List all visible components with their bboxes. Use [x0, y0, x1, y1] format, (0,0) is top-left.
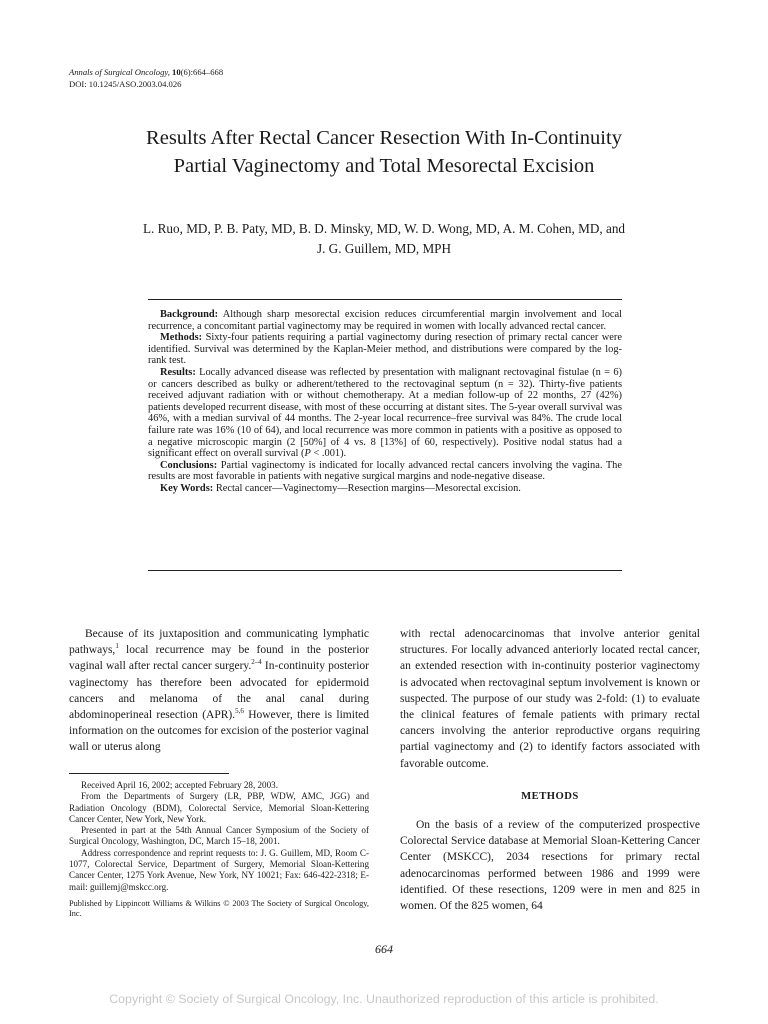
title-line-2: Partial Vaginectomy and Total Mesorectal Excision — [173, 155, 595, 177]
abstract-background — [148, 309, 622, 332]
intro-paragraph — [69, 626, 369, 756]
journal-volume: 10 — [172, 67, 181, 77]
journal-issue-pages: (6):664–668 — [180, 67, 224, 77]
results-text: Locally advanced disease was reflected by presentation with malignant rectovaginal fistulae (n = 6) or cancers described as bulky or adherent/tethered to the rectovaginal septum (n = 32). Thirty-five patients received adjuvant radiation with or without chemotherapy. At a median follow-up of 22 months, 27 (42%) patients developed recurrent disease, with most of these occurring at distant sites. The 5-year overall survival was 46%, with a median survival of 44 months. The 2-year local recurrence–free survival was 84%. The crude local failure rate was 16% (10 of 64), and local recurrence was more common in patients with a positive as opposed to a negative microscopic margin (2 [50%] of 4 vs. 8 [13%] of 60, respectively). Positive nodal status had a significant effect on overall survival ( — [148, 366, 622, 460]
background-text: Although sharp mesorectal excision reduces circumferential margin involvement and local recurrence, a concomitant partial vaginectomy may be required in women with locally advanced rectal cancer. — [148, 309, 622, 332]
results-p-symbol: P — [304, 448, 311, 460]
left-column — [69, 626, 369, 756]
methods-text: Sixty-four patients requiring a partial vaginectomy during resection of primary rectal cancer were identified. Survival was determined by the Kaplan-Meier method, and distributions were compared by the log-rank test. — [148, 332, 622, 367]
authors-line-1: L. Ruo, MD, P. B. Paty, MD, B. D. Minsky, MD, W. D. Wong, MD, A. M. Cohen, MD, and — [142, 221, 626, 236]
right-column — [400, 626, 700, 914]
abstract-top-rule — [148, 299, 622, 300]
abstract-results — [148, 367, 622, 460]
doi: DOI: 10.1245/ASO.2003.04.026 — [69, 79, 182, 89]
methods-paragraph: On the basis of a review of the computerized prospective Colorectal Service database at Memorial Sloan-Kettering Cancer Center (MSKCC), 2034 resections for primary rectal adenocarcinomas performed between 1986 and 1999 were identified. Of these resections, 1209 were in men and 825 in women. Of the 825 women, 64 — [400, 819, 700, 913]
abstract — [148, 309, 622, 495]
intro-text-d: However, there is limited information on the outcomes for excision of the posterior vaginal wall or uterus along — [69, 709, 369, 754]
results-label: Results: — [160, 366, 196, 378]
intro-continuation: with rectal adenocarcinomas that involve anterior genital structures. For locally advanced anteriorly located rectal cancer, an extended resection with in-continuity posterior vaginectomy is advocated when rectovaginal septum involvement is known or suspected. The purpose of our study was 2-fold: (1) to evaluate the clinical features of female patients with primary rectal cancers involving the anterior reproductive organs requiring partial vaginectomy and (2) to identify factors associated with favorable outcome. — [400, 628, 700, 770]
footnote-publisher: Published by Lippincott Williams & Wilkins © 2003 The Society of Surgical Oncology, Inc. — [69, 898, 369, 918]
author-list — [40, 219, 728, 259]
ref-1: 1 — [115, 642, 119, 651]
footnote-presented: Presented in part at the 54th Annual Cancer Symposium of the Society of Surgical Oncology, Washington, DC, March 15–18, 2001. — [69, 825, 369, 847]
footnote-received: Received April 16, 2002; accepted February 28, 2003. — [81, 780, 278, 790]
abstract-conclusions — [148, 460, 622, 483]
abstract-bottom-rule — [148, 570, 622, 571]
copyright-notice: Copyright © Society of Surgical Oncology, Inc. Unauthorized reproduction of this article is prohibited. — [109, 992, 659, 1006]
background-label: Background: — [160, 309, 219, 320]
journal-citation — [69, 66, 223, 90]
footnotes — [69, 780, 369, 919]
footnote-departments: From the Departments of Surgery (LR, PBP, WDW, AMC, JGG) and Radiation Oncology (BDM), Colorectal Service, Memorial Sloan-Kettering Cancer Center, New York, New York. — [69, 791, 369, 824]
results-end: < .001). — [310, 448, 347, 460]
methods-heading: METHODS — [521, 790, 579, 802]
article-title — [40, 124, 728, 180]
conclusions-text: Partial vaginectomy is indicated for locally advanced rectal cancers involving the vagina. The results are most favorable in patients with negative surgical margins and node-negative disease. — [148, 459, 622, 483]
abstract-methods — [148, 332, 622, 367]
keywords-label: Key Words: — [160, 482, 214, 494]
title-line-1: Results After Rectal Cancer Resection With In-Continuity — [146, 127, 622, 149]
ref-5-6: 5,6 — [235, 707, 244, 716]
keywords-text: Rectal cancer—Vaginectomy—Resection margins—Mesorectal excision. — [215, 482, 521, 494]
authors-line-2: J. G. Guillem, MD, MPH — [316, 241, 452, 256]
journal-name: Annals of Surgical Oncology, — [69, 67, 170, 77]
intro-text-b: local recurrence may be found in the posterior vaginal wall after rectal cancer surgery. — [69, 644, 369, 673]
intro-text-a: Because of its juxtaposition and communicating lymphatic pathways, — [69, 628, 369, 657]
conclusions-label: Conclusions: — [160, 459, 218, 471]
page-number: 664 — [375, 942, 393, 956]
methods-label: Methods: — [160, 332, 203, 344]
intro-text-c: In-continuity posterior vaginectomy has therefore been advocated for epidermoid cancers and melanoma of the anal canal during abdominoperineal resection (APR). — [69, 660, 369, 722]
citation-line — [69, 66, 223, 78]
footnote-rule — [69, 773, 229, 774]
ref-2-4: 2–4 — [251, 658, 262, 667]
abstract-keywords — [148, 483, 622, 495]
footnote-address: Address correspondence and reprint requests to: J. G. Guillem, MD, Room C-1077, Colorectal Service, Department of Surgery, Memorial Sloan-Kettering Cancer Center, 1275 York Avenue, New York, NY 10021; Fax: 646-422-2318; E-mail: guillemj@mskcc.org. — [69, 847, 369, 892]
